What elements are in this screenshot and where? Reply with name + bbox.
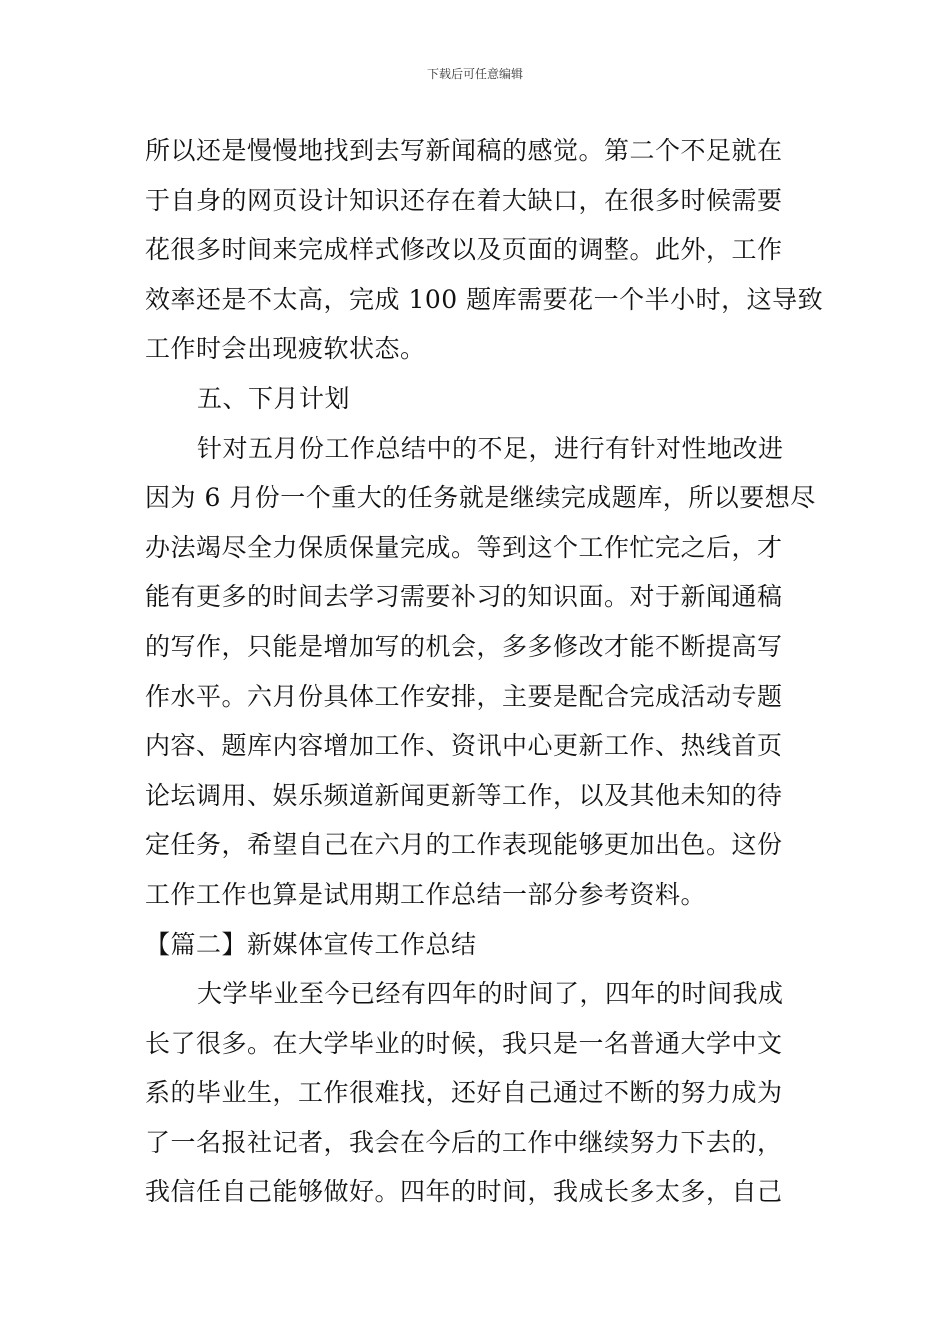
text-line: 工作时会出现疲软状态。	[145, 334, 426, 364]
text-line: 论坛调用、娱乐频道新闻更新等工作，以及其他未知的待	[145, 780, 783, 810]
text-line: 工作工作也算是试用期工作总结一部分参考资料。	[145, 879, 707, 909]
text-line: 我信任自己能够做好。四年的时间，我成长多太多，自己	[145, 1177, 783, 1207]
text-line: 内容、题库内容增加工作、资讯中心更新工作、热线首页	[145, 731, 783, 761]
page-header-note: 下载后可任意编辑	[426, 67, 523, 81]
text-line: 于自身的网页设计知识还存在着大缺口，在很多时候需要	[145, 185, 783, 215]
text-line: 针对五月份工作总结中的不足，进行有针对性地改进	[197, 433, 784, 463]
text-line: 花很多时间来完成样式修改以及页面的调整。此外，工作	[145, 235, 783, 265]
text-line: 大学毕业至今已经有四年的时间了，四年的时间我成	[197, 979, 784, 1009]
text-line: 因为 6 月份一个重大的任务就是继续完成题库，所以要想尽	[145, 483, 816, 513]
text-line: 作水平。六月份具体工作安排，主要是配合完成活动专题	[145, 681, 783, 711]
text-line: 效率还是不太高，完成 100 题库需要花一个半小时，这导致	[145, 284, 824, 314]
text-line: 长了很多。在大学毕业的时候，我只是一名普通大学中文	[145, 1028, 783, 1058]
text-line: 定任务，希望自己在六月的工作表现能够更加出色。这份	[145, 830, 783, 860]
chapter-title: 【篇二】新媒体宣传工作总结	[145, 929, 477, 959]
text-line: 的写作，只能是增加写的机会，多多修改才能不断提高写	[145, 631, 783, 661]
document-body	[145, 126, 824, 1217]
text-line: 办法竭尽全力保质保量完成。等到这个工作忙完之后，才	[145, 532, 783, 562]
text-line: 了一名报社记者，我会在今后的工作中继续努力下去的，	[145, 1127, 783, 1157]
section-heading: 五、下月计划	[197, 383, 351, 413]
text-line: 所以还是慢慢地找到去写新闻稿的感觉。第二个不足就在	[145, 136, 783, 165]
text-line: 系的毕业生，工作很难找，还好自己通过不断的努力成为	[145, 1078, 783, 1108]
text-line: 能有更多的时间去学习需要补习的知识面。对于新闻通稿	[145, 582, 783, 612]
